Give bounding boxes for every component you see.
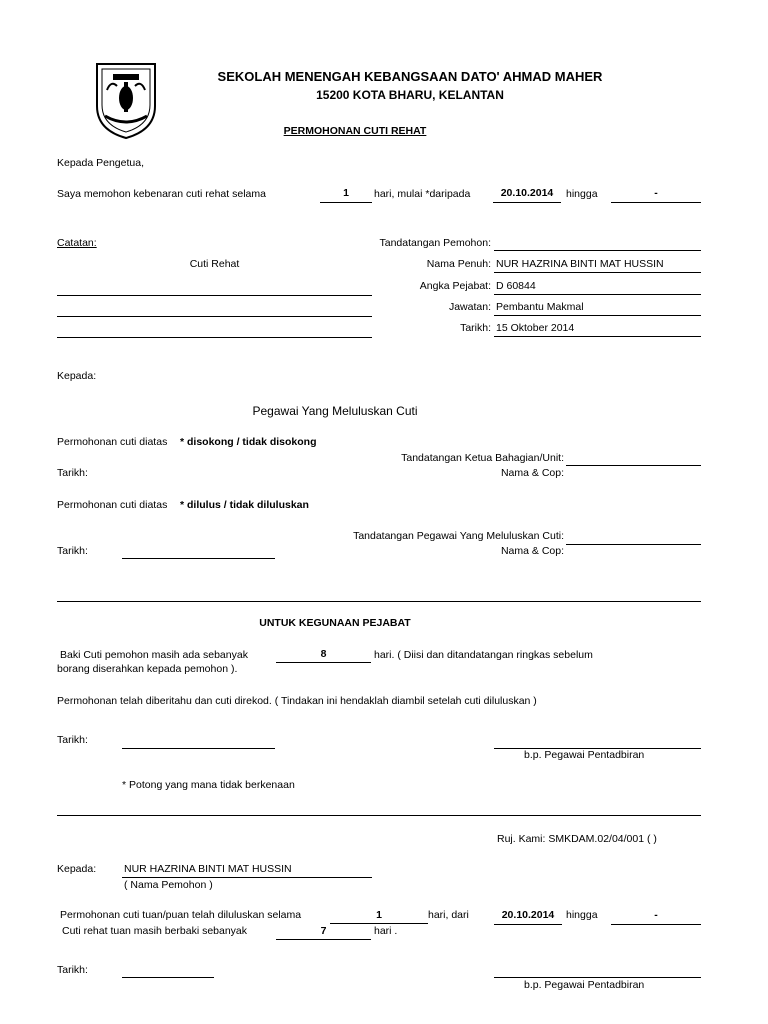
notes-label: Catatan: xyxy=(57,237,97,249)
approval-title: Pegawai Yang Meluluskan Cuti xyxy=(252,404,418,418)
reply-days-value[interactable]: 1 xyxy=(376,909,382,921)
reply-until-text: hingga xyxy=(566,909,598,921)
office-bp-label: b.p. Pegawai Pentadbiran xyxy=(524,749,645,761)
reply-to-label: Kepada: xyxy=(57,863,97,875)
approval-date-line-2[interactable] xyxy=(122,558,275,559)
days-text: hari, mulai *daripada xyxy=(374,188,471,200)
reply-signature-line[interactable] xyxy=(494,977,701,978)
balance-line-2: borang diserahkan kepada pemohon ). xyxy=(57,663,238,675)
reply-from-date-line xyxy=(494,924,562,925)
position-label: Jawatan: xyxy=(448,301,491,313)
until-text: hingga xyxy=(566,188,598,200)
reply-bp-label: b.p. Pegawai Pentadbiran xyxy=(524,979,645,991)
from-date-value[interactable]: 20.10.2014 xyxy=(500,187,554,199)
reply-approved-text: Permohonan cuti tuan/puan telah diluluskan selama xyxy=(60,909,302,921)
approval-date-label-2: Tarikh: xyxy=(57,545,88,557)
position-line xyxy=(494,315,701,316)
position-value[interactable]: Pembantu Makmal xyxy=(496,301,584,313)
applicant-date-line xyxy=(494,336,701,337)
name-stamp-label-2: Nama & Cop: xyxy=(500,545,564,557)
approval-to-label: Kepada: xyxy=(57,370,97,382)
reply-to-date[interactable]: - xyxy=(654,909,658,921)
reply-days-line xyxy=(330,923,428,924)
balance-value[interactable]: 8 xyxy=(320,648,327,660)
reply-balance-value[interactable]: 7 xyxy=(320,925,327,937)
office-use-title: UNTUK KEGUNAAN PEJABAT xyxy=(259,617,411,629)
days-value[interactable]: 1 xyxy=(343,187,349,199)
notes-line-2 xyxy=(57,316,372,317)
officer-signature-label: Tandatangan Pegawai Yang Meluluskan Cuti: xyxy=(353,530,564,542)
reply-days-text: hari, dari xyxy=(428,909,469,921)
to-date-value[interactable]: - xyxy=(654,187,658,199)
office-date-label: Tarikh: xyxy=(57,734,88,746)
notes-line-3 xyxy=(57,337,372,338)
office-date-line[interactable] xyxy=(122,748,275,749)
officer-signature-line[interactable] xyxy=(566,544,701,545)
support-options[interactable]: * disokong / tidak disokong xyxy=(180,436,317,448)
applicant-name-line xyxy=(494,272,701,273)
request-text: Saya memohon kebenaran cuti rehat selama xyxy=(57,188,266,200)
head-signature-label: Tandatangan Ketua Bahagian/Unit: xyxy=(401,452,564,464)
section-divider-2 xyxy=(57,815,701,816)
reply-date-line[interactable] xyxy=(122,977,214,978)
applicant-date-value[interactable]: 15 Oktober 2014 xyxy=(496,322,575,334)
notes-line-1 xyxy=(57,295,372,296)
head-signature-line[interactable] xyxy=(566,465,701,466)
notes-value[interactable]: Cuti Rehat xyxy=(189,258,240,270)
from-date-line xyxy=(493,202,561,203)
reply-to-line xyxy=(122,877,372,878)
support-text: Permohonan cuti diatas xyxy=(57,436,168,448)
balance-text: Baki Cuti pemohon masih ada sebanyak xyxy=(60,649,248,661)
reference-number: Ruj. Kami: SMKDAM.02/04/001 ( ) xyxy=(497,833,657,845)
approval-date-label-1: Tarikh: xyxy=(57,467,88,479)
to-date-line xyxy=(611,202,701,203)
form-title: PERMOHONAN CUTI REHAT xyxy=(283,125,427,137)
recorded-text: Permohonan telah diberitahu dan cuti direkod. ( Tindakan ini hendaklah diambil setelah cuti diluluskan ) xyxy=(57,695,537,707)
applicant-name-value[interactable]: NUR HAZRINA BINTI MAT HUSSIN xyxy=(496,258,664,270)
applicant-signature-line[interactable] xyxy=(494,250,701,251)
reply-to-date-line xyxy=(611,924,701,925)
office-no-value[interactable]: D 60844 xyxy=(496,280,536,292)
footnote: * Potong yang mana tidak berkenaan xyxy=(122,779,295,791)
reply-balance-text: Cuti rehat tuan masih berbaki sebanyak xyxy=(62,925,248,937)
applicant-name-label: Nama Penuh: xyxy=(426,258,491,270)
applicant-signature-label: Tandatangan Pemohon: xyxy=(379,237,491,249)
reply-balance-line xyxy=(276,939,371,940)
reply-to-name[interactable]: NUR HAZRINA BINTI MAT HUSSIN xyxy=(124,863,292,875)
name-stamp-label-1: Nama & Cop: xyxy=(500,467,564,479)
school-address: 15200 KOTA BHARU, KELANTAN xyxy=(316,88,504,102)
reply-date-label: Tarikh: xyxy=(57,964,88,976)
school-name: SEKOLAH MENENGAH KEBANGSAAN DATO' AHMAD MAHER xyxy=(217,69,603,84)
approve-options[interactable]: * dilulus / tidak diluluskan xyxy=(180,499,309,511)
office-no-label: Angka Pejabat: xyxy=(419,280,491,292)
approve-text: Permohonan cuti diatas xyxy=(57,499,168,511)
reply-to-caption: ( Nama Pemohon ) xyxy=(124,879,213,891)
reply-from-date[interactable]: 20.10.2014 xyxy=(501,909,555,921)
balance-line xyxy=(276,662,371,663)
office-no-line xyxy=(494,294,701,295)
balance-suffix: hari. ( Diisi dan ditandatangan ringkas sebelum xyxy=(374,649,593,661)
reply-balance-suffix: hari . xyxy=(374,925,398,937)
school-crest-logo xyxy=(93,60,159,140)
applicant-date-label: Tarikh: xyxy=(460,322,491,334)
section-divider-1 xyxy=(57,601,701,602)
salutation: Kepada Pengetua, xyxy=(57,157,144,169)
days-line xyxy=(320,202,372,203)
